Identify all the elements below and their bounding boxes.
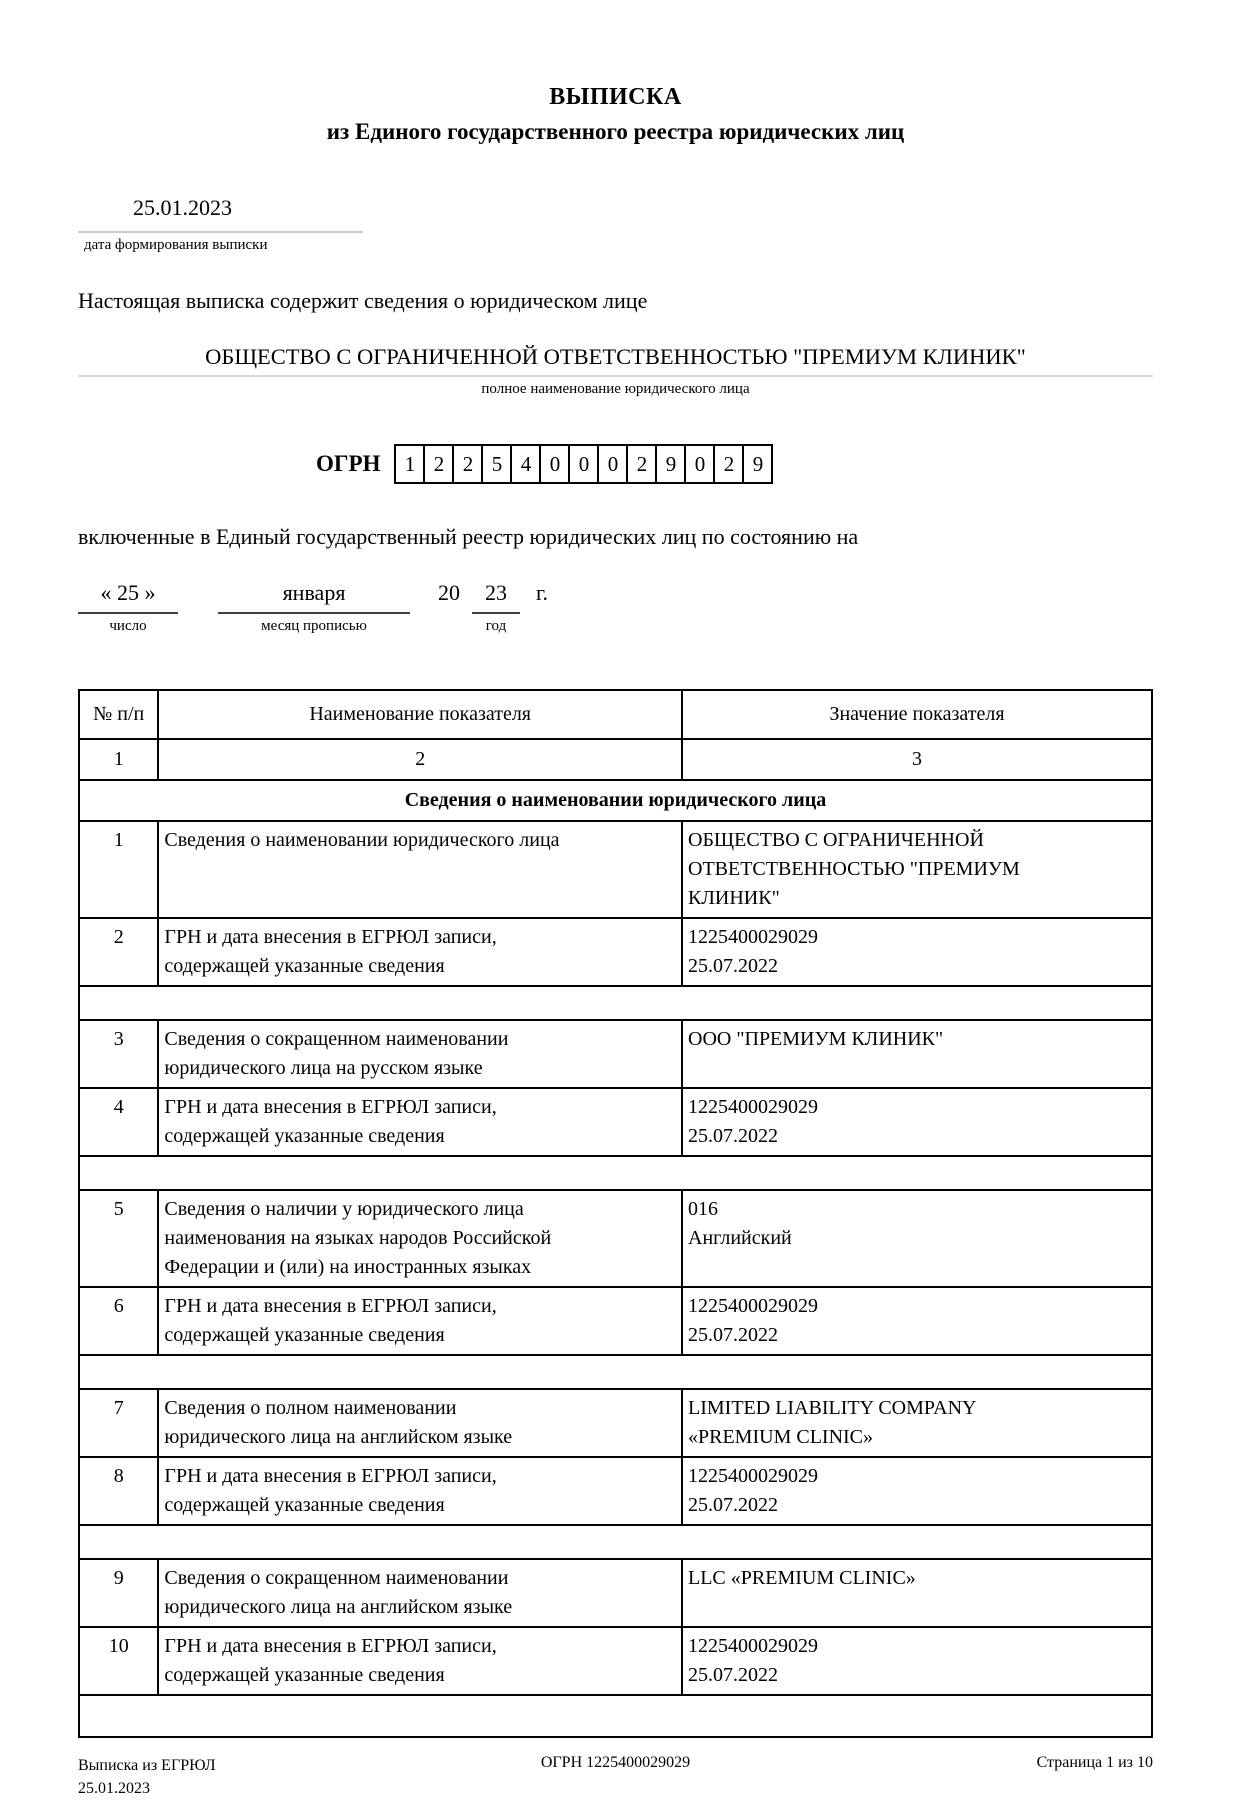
row-number-cell: 6 (79, 1287, 158, 1355)
spacer-cell (79, 986, 1152, 1020)
column-numbers-row (79, 739, 1152, 780)
indicator-value-cell: ООО "ПРЕМИУМ КЛИНИК" (682, 1020, 1152, 1088)
footer-doc-type: Выписка из ЕГРЮЛ (78, 1757, 216, 1774)
row-number-cell: 10 (79, 1627, 158, 1695)
col-header-num: № п/п (79, 690, 158, 739)
indicator-name-cell: ГРН и дата внесения в ЕГРЮЛ записи, содержащей указанные сведения (158, 918, 682, 986)
ogrn-row (316, 444, 1153, 484)
spacer-row (79, 1355, 1152, 1389)
ogrn-digit-box: 2 (713, 444, 744, 484)
company-name-caption: полное наименование юридического лица (481, 381, 750, 397)
footer-left (78, 1754, 401, 1800)
row-number-cell: 9 (79, 1559, 158, 1627)
doc-title: ВЫПИСКА (549, 84, 682, 110)
day-value: « 25 » (78, 580, 178, 614)
indicator-name-cell: Сведения о наименовании юридического лица (158, 821, 682, 918)
row-number-cell: 2 (79, 918, 158, 986)
year-field (472, 580, 520, 635)
col-number: 2 (158, 739, 682, 780)
ogrn-digit-boxes (394, 444, 773, 484)
row-number-cell: 7 (79, 1389, 158, 1457)
day-caption: число (109, 618, 147, 634)
century-static: 20 (438, 580, 460, 605)
company-name-block (78, 344, 1153, 398)
row-number-cell: 3 (79, 1020, 158, 1088)
indicator-name-cell: ГРН и дата внесения в ЕГРЮЛ записи, содержащей указанные сведения (158, 1457, 682, 1525)
spacer-cell (79, 1695, 1152, 1737)
spacer-cell (79, 1355, 1152, 1389)
indicators-table (78, 689, 1153, 1738)
table-row (79, 1190, 1152, 1287)
ogrn-digit-box: 0 (539, 444, 570, 484)
indicator-value-cell: 1225400029029 25.07.2022 (682, 1088, 1152, 1156)
spacer-cell (79, 1525, 1152, 1559)
section-header-row (79, 780, 1152, 821)
spacer-cell (79, 1156, 1152, 1190)
indicator-name-cell: Сведения о полном наименовании юридического лица на английском языке (158, 1389, 682, 1457)
indicator-name-cell: ГРН и дата внесения в ЕГРЮЛ записи, содержащей указанные сведения (158, 1627, 682, 1695)
row-number-cell: 5 (79, 1190, 158, 1287)
indicator-name-cell: Сведения о сокращенном наименовании юридического лица на русском языке (158, 1020, 682, 1088)
ogrn-digit-box: 4 (510, 444, 541, 484)
indicator-name-cell: ГРН и дата внесения в ЕГРЮЛ записи, содержащей указанные сведения (158, 1088, 682, 1156)
table-row (79, 1457, 1152, 1525)
footer-ogrn: ОГРН 1225400029029 (540, 1754, 691, 1771)
formation-underline (78, 231, 363, 233)
table-header-row (79, 690, 1152, 739)
indicator-value-cell: LLC «PREMIUM CLINIC» (682, 1559, 1152, 1627)
indicator-value-cell: 1225400029029 25.07.2022 (682, 1457, 1152, 1525)
table-row (79, 1559, 1152, 1627)
ogrn-digit-box: 9 (742, 444, 773, 484)
year-suffix: г. (536, 580, 549, 605)
table-row (79, 1627, 1152, 1695)
section-title: Сведения о наименовании юридического лица (79, 780, 1152, 821)
formation-caption: дата формирования выписки (84, 237, 268, 253)
row-number-cell: 1 (79, 821, 158, 918)
table-row (79, 1287, 1152, 1355)
formation-date: 25.01.2023 (133, 195, 232, 220)
spacer-row (79, 1156, 1152, 1190)
ogrn-digit-box: 2 (626, 444, 657, 484)
month-value: января (218, 580, 410, 614)
day-field (78, 580, 178, 635)
table-row (79, 1020, 1152, 1088)
month-caption: месяц прописью (261, 618, 367, 634)
as-of-date-line (78, 580, 1153, 635)
row-number-cell: 8 (79, 1457, 158, 1525)
col-header-value: Значение показателя (682, 690, 1152, 739)
indicator-value-cell: 1225400029029 25.07.2022 (682, 918, 1152, 986)
indicator-name-cell: ГРН и дата внесения в ЕГРЮЛ записи, содержащей указанные сведения (158, 1287, 682, 1355)
ogrn-digit-box: 0 (597, 444, 628, 484)
ogrn-digit-box: 2 (452, 444, 483, 484)
spacer-row (79, 1525, 1152, 1559)
footer-page-number: Страница 1 из 10 (1036, 1754, 1153, 1771)
col-number: 3 (682, 739, 1152, 780)
ogrn-digit-box: 0 (568, 444, 599, 484)
indicator-value-cell: 1225400029029 25.07.2022 (682, 1287, 1152, 1355)
table-row (79, 821, 1152, 918)
ogrn-digit-box: 2 (423, 444, 454, 484)
ogrn-label: ОГРН (316, 451, 381, 476)
formation-date-block (78, 195, 363, 254)
month-field (218, 580, 410, 635)
col-header-name: Наименование показателя (158, 690, 682, 739)
indicator-value-cell: ОБЩЕСТВО С ОГРАНИЧЕННОЙ ОТВЕТСТВЕННОСТЬЮ "ПРЕМИУМ КЛИНИК" (682, 821, 1152, 918)
indicator-value-cell: 016 Английский (682, 1190, 1152, 1287)
footer-doc-date: 25.01.2023 (78, 1780, 150, 1798)
year-value: 23 (472, 580, 520, 614)
included-line: включенные в Единый государственный реестр юридических лиц по состоянию на (78, 524, 859, 549)
year-caption: год (485, 618, 507, 634)
ogrn-digit-box: 5 (481, 444, 512, 484)
col-number: 1 (79, 739, 158, 780)
indicator-name-cell: Сведения о наличии у юридического лица наименования на языках народов Российской Федерации и (или) на иностранных языках (158, 1190, 682, 1287)
company-full-name: ОБЩЕСТВО С ОГРАНИЧЕННОЙ ОТВЕТСТВЕННОСТЬЮ "ПРЕМИУМ КЛИНИК" (78, 344, 1153, 377)
indicator-value-cell: 1225400029029 25.07.2022 (682, 1627, 1152, 1695)
ogrn-digit-box: 9 (655, 444, 686, 484)
doc-subtitle: из Единого государственного реестра юридических лиц (326, 119, 905, 144)
indicator-value-cell: LIMITED LIABILITY COMPANY «PREMIUM CLINIC» (682, 1389, 1152, 1457)
row-number-cell: 4 (79, 1088, 158, 1156)
table-row (79, 918, 1152, 986)
indicator-name-cell: Сведения о сокращенном наименовании юридического лица на английском языке (158, 1559, 682, 1627)
spacer-row (79, 1695, 1152, 1737)
page-footer (78, 1754, 1153, 1800)
spacer-row (79, 986, 1152, 1020)
table-row (79, 1088, 1152, 1156)
intro-text: Настоящая выписка содержит сведения о юридическом лице (78, 288, 648, 313)
table-row (79, 1389, 1152, 1457)
ogrn-digit-box: 1 (394, 444, 425, 484)
ogrn-digit-box: 0 (684, 444, 715, 484)
